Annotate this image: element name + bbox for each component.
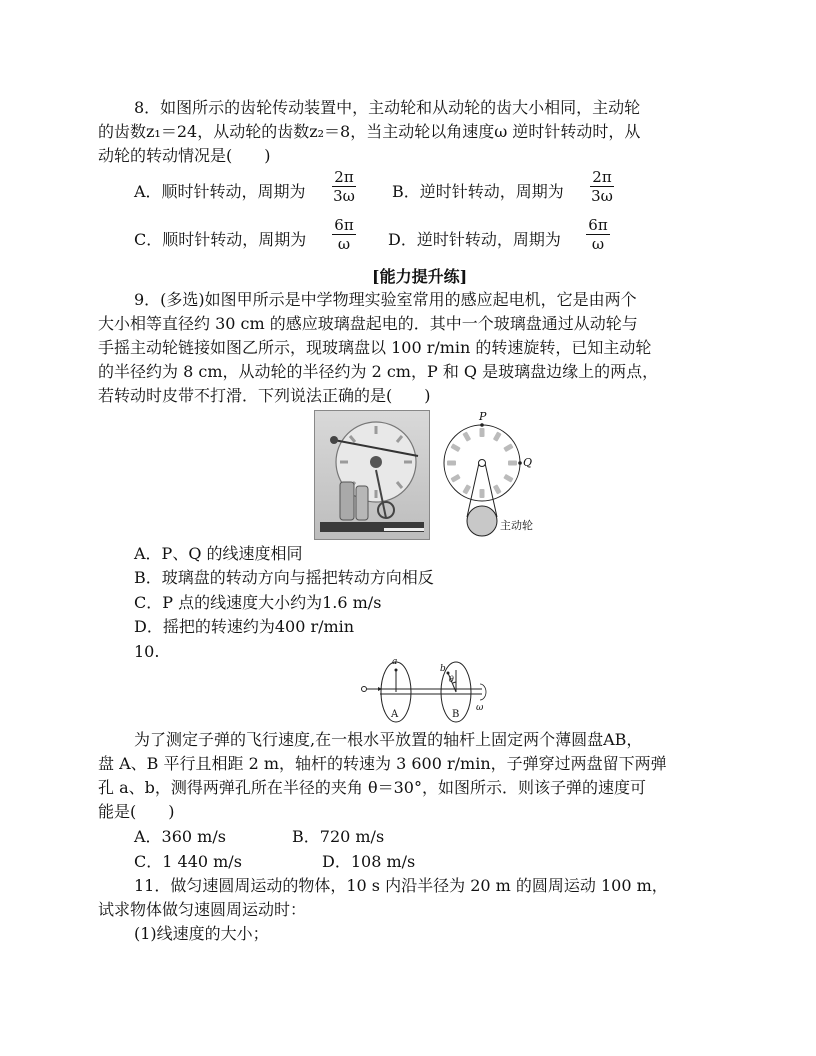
fraction-numerator: 6π [334,216,354,234]
q9-option-c: C．P 点的线速度大小约为1.6 m/s [134,593,382,612]
section-title: [能力提升练] [372,267,468,286]
q8-option-d-fraction [585,216,611,253]
q10-line4: 能是( ) [98,802,175,821]
q10-option-a: A．360 m/s [134,827,226,846]
q9-option-d: D．摇把的转速约为400 r/min [134,617,355,636]
q10-line3: 孔 a、b，测得两弹孔所在半径的夹角 θ＝30°，如图所示．则该子弹的速度可 [98,778,646,797]
q11-line2: 试求物体做匀速圆周运动时： [98,900,307,919]
fraction-denominator: 3ω [591,187,613,205]
label-omega: ω [476,703,484,713]
q9-line1: 9．(多选)如图甲所示是中学物理实验室常用的感应起电机，它是由两个 [134,290,637,309]
q8-line1: 8．如图所示的齿轮传动装置中，主动轮和从动轮的齿大小相同，主动轮 [134,98,641,117]
label-q: Q [523,456,533,469]
fraction-numerator: 6π [588,216,608,234]
label-hole-a: a [392,657,398,667]
q8-option-b-fraction [589,168,615,205]
q9-option-a: A．P、Q 的线速度相同 [134,544,303,563]
q11-subquestion-1: (1)线速度的大小； [134,924,269,943]
q8-option-a-fraction [331,168,357,205]
q10-line1: 为了测定子弹的飞行速度,在一根水平放置的轴杆上固定两个薄圆盘AB， [134,730,643,749]
label-theta: θ [449,675,454,684]
q8-line3: 动轮的转动情况是( ) [98,146,271,165]
q10-option-c: C．1 440 m/s [134,852,242,871]
fraction-denominator: ω [591,235,605,253]
q8-option-a: A．顺时针转动，周期为 [134,182,306,201]
q8-option-d: D．逆时针转动，周期为 [388,230,561,249]
fraction-denominator: ω [337,235,351,253]
label-disc-b: B [452,709,460,720]
q10-option-d: D．108 m/s [322,852,416,871]
q9-line3: 手摇主动轮链接如图乙所示，现玻璃盘以 100 r/min 的转速旋转，已知主动轮 [98,338,652,357]
q10-number: 10. [134,642,160,661]
q10-line2: 盘 A、B 平行且相距 2 m，轴杆的转速为 3 600 r/min，子弹穿过两盘留下两弹 [98,754,667,773]
q9-line2: 大小相等直径约 30 cm 的感应玻璃盘起电的．其中一个玻璃盘通过从动轮与 [98,314,638,333]
label-hole-b: b [440,664,446,674]
fraction-numerator: 2π [334,168,354,186]
q8-option-b: B．逆时针转动，周期为 [392,182,564,201]
label-p: P [479,410,487,423]
q11-line1: 11．做匀速圆周运动的物体，10 s 内沿半径为 20 m 的圆周运动 100 m， [134,876,668,895]
q9-line4: 的半径约为 8 cm，从动轮的半径约为 2 cm，P 和 Q 是玻璃盘边缘上的两点， [98,362,659,381]
fraction-denominator: 3ω [333,187,355,205]
q9-line5: 若转动时皮带不打滑．下列说法正确的是( ) [98,386,431,405]
electrostatic-machine-photo [314,410,430,540]
q8-option-c: C．顺时针转动，周期为 [134,230,307,249]
label-disc-a: A [391,709,399,720]
label-driving-wheel: 主动轮 [500,519,533,532]
q9-option-b: B．玻璃盘的转动方向与摇把转动方向相反 [134,568,434,587]
q10-option-b: B．720 m/s [292,827,385,846]
q8-line2: 的齿数z₁＝24，从动轮的齿数z₂＝8，当主动轮以角速度ω 逆时针转动时，从 [98,122,641,141]
q8-option-c-fraction [331,216,357,253]
fraction-numerator: 2π [592,168,612,186]
bullet-disc-diagram [356,660,496,724]
belt-drive-diagram [440,408,550,540]
